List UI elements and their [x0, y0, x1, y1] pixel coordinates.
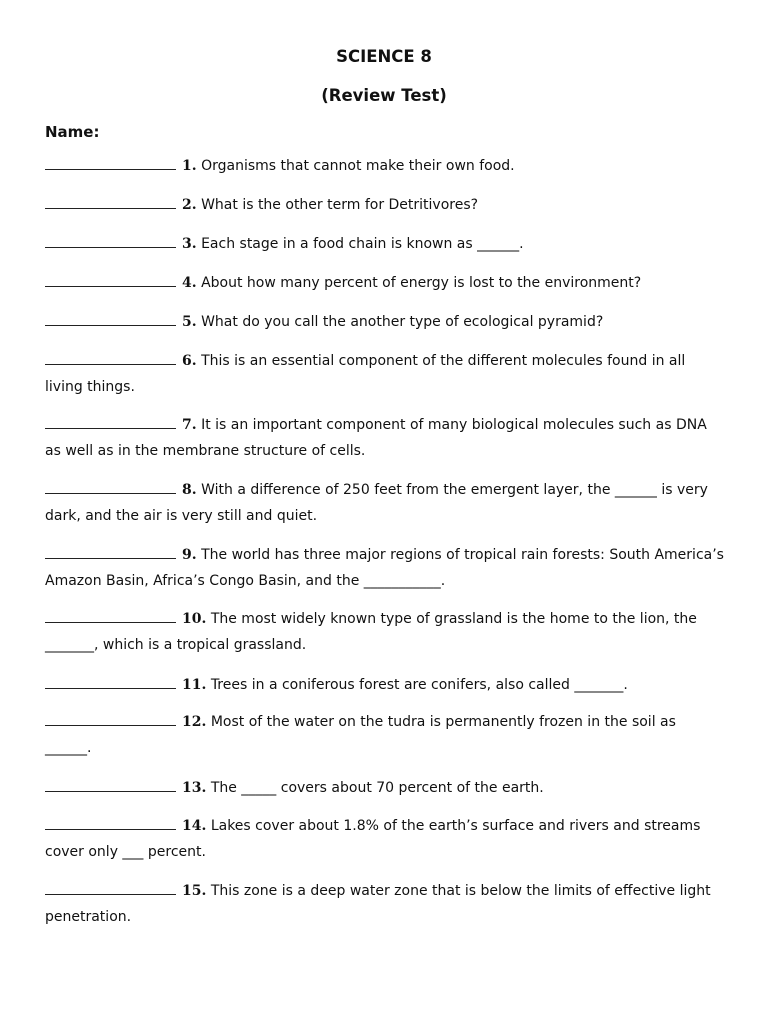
- question-text: The _____ covers about 70 percent of the earth.: [210, 780, 544, 796]
- question-number: 7.: [182, 417, 197, 433]
- question-item: [45, 878, 725, 930]
- question-number: 8.: [182, 482, 197, 498]
- answer-blank: [45, 196, 176, 209]
- answer-blank: [45, 676, 176, 689]
- question-text: Organisms that cannot make their own food.: [201, 158, 515, 174]
- question-item: [45, 348, 725, 400]
- question-item: [45, 672, 725, 698]
- question-text: The most widely known type of grassland is the home to the lion, the _______, which is a tropical grassland.: [45, 611, 697, 653]
- question-number: 15.: [182, 883, 207, 899]
- question-item: [45, 270, 725, 296]
- answer-blank: [45, 157, 176, 170]
- question-text: Lakes cover about 1.8% of the earth’s surface and rivers and streams cover only ___ percent.: [45, 818, 701, 860]
- question-text: What is the other term for Detritivores?: [201, 197, 479, 213]
- answer-blank: [45, 235, 176, 248]
- question-number: 1.: [182, 158, 197, 174]
- question-number: 5.: [182, 314, 197, 330]
- question-item: [45, 412, 725, 464]
- question-text: What do you call the another type of ecological pyramid?: [201, 314, 604, 330]
- question-number: 3.: [182, 236, 197, 252]
- question-text: This zone is a deep water zone that is below the limits of effective light penetration.: [45, 883, 711, 925]
- question-item: [45, 813, 725, 865]
- question-number: 12.: [182, 714, 207, 730]
- answer-blank: [45, 274, 176, 287]
- question-number: 9.: [182, 547, 197, 563]
- question-number: 2.: [182, 197, 197, 213]
- question-text: This is an essential component of the different molecules found in all living things.: [45, 353, 686, 395]
- question-item: [45, 542, 725, 594]
- question-text: About how many percent of energy is lost to the environment?: [201, 275, 642, 291]
- question-item: [45, 775, 725, 801]
- answer-blank: [45, 352, 176, 365]
- question-number: 11.: [182, 677, 207, 693]
- question-text: Each stage in a food chain is known as ______.: [201, 236, 524, 252]
- question-text: The world has three major regions of tropical rain forests: South America’s Amazon Basin, Africa’s Congo Basin, and the ___________.: [45, 547, 724, 589]
- question-item: [45, 231, 725, 257]
- question-text: Most of the water on the tudra is permanently frozen in the soil as ______.: [45, 714, 676, 756]
- answer-blank: [45, 481, 176, 494]
- answer-blank: [45, 416, 176, 429]
- question-item: [45, 192, 725, 218]
- question-text: It is an important component of many biological molecules such as DNA as well as in the membrane structure of cells.: [45, 417, 707, 459]
- question-number: 10.: [182, 611, 207, 627]
- answer-blank: [45, 313, 176, 326]
- answer-blank: [45, 817, 176, 830]
- question-text: Trees in a coniferous forest are conifers, also called _______.: [210, 677, 628, 693]
- name-label: Name:: [45, 123, 100, 141]
- question-number: 4.: [182, 275, 197, 291]
- answer-blank: [45, 546, 176, 559]
- question-number: 13.: [182, 780, 207, 796]
- answer-blank: [45, 713, 176, 726]
- question-item: [45, 606, 725, 658]
- page-subtitle: (Review Test): [321, 86, 447, 105]
- answer-blank: [45, 610, 176, 623]
- question-item: [45, 709, 725, 761]
- answer-blank: [45, 882, 176, 895]
- question-item: [45, 309, 725, 335]
- question-item: [45, 477, 725, 529]
- question-text: With a difference of 250 feet from the emergent layer, the ______ is very dark, and the air is very still and quiet.: [45, 482, 708, 524]
- question-number: 6.: [182, 353, 197, 369]
- page-title: SCIENCE 8: [336, 47, 432, 66]
- question-number: 14.: [182, 818, 207, 834]
- question-item: [45, 153, 725, 179]
- answer-blank: [45, 779, 176, 792]
